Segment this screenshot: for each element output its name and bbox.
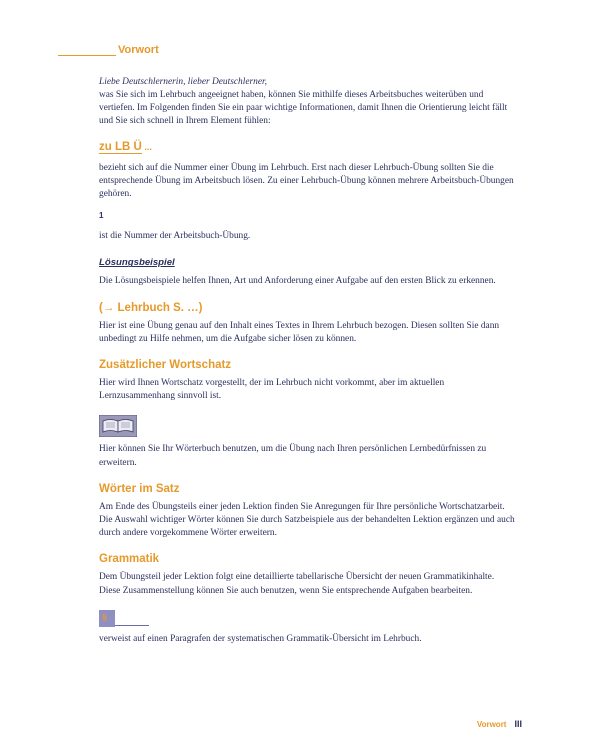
heading-zu-lb xyxy=(99,141,517,153)
zusaetzlicher-wortschatz-text: Hier wird Ihnen Wortschatz vorgestellt, der im Lehrbuch nicht vorkommt, aber im aktuellen Lernzusammenhang sinnvoll ist. xyxy=(99,378,445,402)
heading-loesungsbeispiel: Lösungsbeispiel xyxy=(99,257,175,269)
intro-text: was Sie sich im Lehrbuch angeeignet haben, können Sie mithilfe dieses Arbeitsbuches weiterüben und vertiefen. Im Folgenden finden Sie ein paar wichtige Informationen, damit Ihnen die Orientierung leicht fällt und Sie sich schnell in Ihrem Element fühlen: xyxy=(99,90,508,127)
paragraph-rule xyxy=(115,625,149,626)
exercise-number-example: 1 xyxy=(99,211,104,221)
zu-lb-text: bezieht sich auf die Nummer einer Übung im Lehrbuch. Erst nach dieser Lehrbuch-Übung sollten Sie die entsprechende Übung im Arbeitsbuch lösen. Zu einer Lehrbuch-Übung können mehrere Arbeitsbuch-Übungen gehören. xyxy=(99,162,514,200)
paragraph-box xyxy=(99,610,115,627)
paragraph-text: verweist auf einen Paragrafen der systematischen Grammatik-Übersicht im Lehrbuch. xyxy=(99,633,422,644)
intro xyxy=(99,76,517,129)
loesungsbeispiel-text: Die Lösungsbeispiele helfen Ihnen, Art und Anforderung einer Aufgabe auf den ersten Blick zu erkennen. xyxy=(99,276,496,287)
heading-zu-lb-label: zu LB Ü xyxy=(99,140,142,153)
heading-grammatik: Grammatik xyxy=(99,553,160,566)
heading-zu-lb-dots: ... xyxy=(141,141,152,152)
paragraph-icon xyxy=(99,609,517,627)
grammatik-text: Dem Übungsteil jeder Lektion folgt eine detaillierte tabellarische Übersicht der neuen Grammatikinhalte. Diese Zusammenstellung können Sie auch benutzen, wenn Sie entsprechende Aufgaben bearbeiten. xyxy=(99,572,495,596)
heading-zusaetzlicher-wortschatz: Zusätzlicher Wortschatz xyxy=(99,359,232,372)
page-number: III xyxy=(514,719,522,729)
lehrbuch-reference-text: Hier ist eine Übung genau auf den Inhalt eines Textes in Ihrem Lehrbuch bezogen. Diesen sollten Sie dann unbedingt zu Hilfe nehmen, um die Aufgabe sicher lösen zu können. xyxy=(99,320,500,344)
paragraph-symbol: § xyxy=(102,611,108,622)
title-row xyxy=(58,44,159,56)
content xyxy=(99,76,517,646)
heading-woerter-im-satz: Wörter im Satz xyxy=(99,482,180,495)
woerterbuch-text: Hier können Sie Ihr Wörterbuch benutzen, um die Übung nach Ihren persönlichen Lernbedürfnissen zu erweitern. xyxy=(99,444,487,468)
title-rule xyxy=(58,45,116,56)
woerter-im-satz-text: Am Ende des Übungsteils einer jeden Lektion finden Sie Anregungen für Ihre persönliche Wortschatzarbeit. Die Auswahl wichtiger Wörter können Sie durch Satzbeispiele aus der behandelten Lektion ergänzen und auch durch andere vorgekommene Wörter erweitern. xyxy=(99,501,515,539)
footer-word: Vorwort xyxy=(476,720,507,729)
page-title: Vorwort xyxy=(118,44,159,56)
dictionary-icon xyxy=(99,415,137,437)
exercise-number-text: ist die Nummer der Arbeitsbuch-Übung. xyxy=(99,231,251,242)
page-footer xyxy=(477,719,522,729)
intro-greeting: Liebe Deutschlernerin, lieber Deutschlerner, xyxy=(99,77,267,87)
heading-lehrbuch-reference: (→ Lehrbuch S. …) xyxy=(99,301,203,314)
